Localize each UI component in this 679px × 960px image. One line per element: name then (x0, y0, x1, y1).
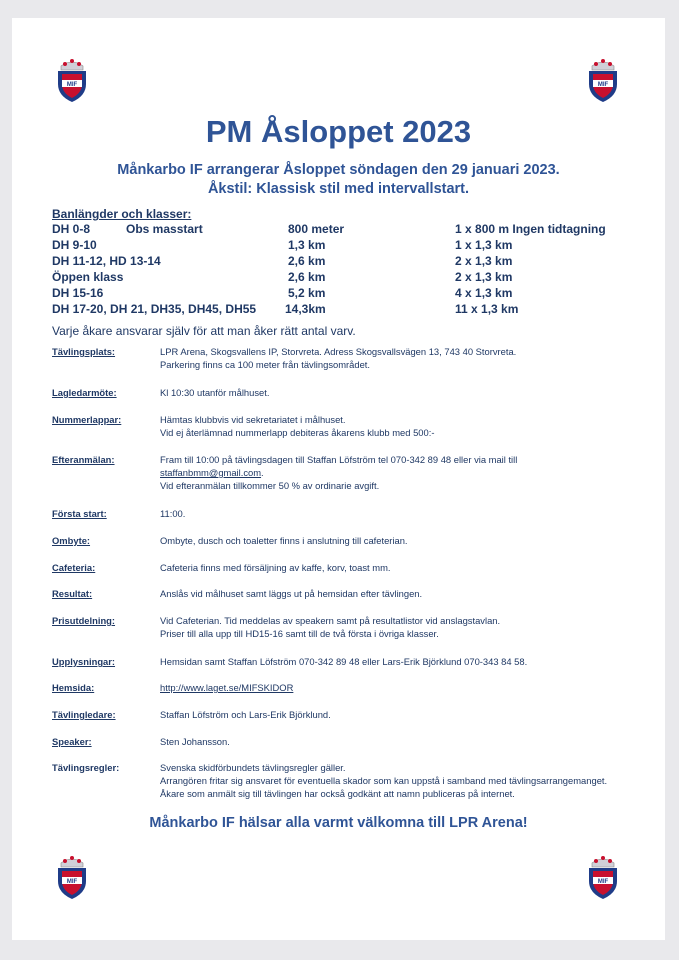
club-logo-top-right (584, 56, 622, 104)
class-row (52, 222, 652, 238)
website-label: Hemsida: (52, 682, 95, 693)
class-row (52, 254, 652, 270)
svg-text:MIF: MIF (66, 879, 78, 885)
svg-text:MIF: MIF (597, 879, 609, 885)
website-link[interactable]: http://www.laget.se/MIFSKIDOR (160, 682, 294, 693)
class-name: DH 11-12, HD 13-14 (52, 254, 161, 268)
class-row (52, 302, 652, 318)
welcome-footer: Månkarbo IF hälsar alla varmt välkomna till LPR Arena! (149, 815, 528, 831)
club-logo-bottom-right (584, 853, 622, 901)
class-distance: 2,6 km (288, 254, 326, 268)
laps-note: Varje åkare ansvarar själv för att man åker rätt antal varv. (52, 324, 356, 338)
meeting-text: Kl 10:30 utanför målhuset. (160, 387, 270, 398)
changing-text: Ombyte, dusch och toaletter finns i anslutning till cafeterian. (160, 535, 408, 546)
results-label: Resultat: (52, 588, 93, 599)
class-distance: 5,2 km (288, 286, 326, 300)
svg-text:MIF: MIF (597, 82, 609, 88)
prizes-text: Vid Cafeterian. Tid meddelas av speakern samt på resultatlistor vid anslagstavlan. Priser till alla upp till HD15-16 samt till de två första i övriga klasser. (160, 615, 501, 639)
late-registration-label: Efteranmälan: (52, 454, 115, 465)
class-name: DH 17-20, DH 21, DH35, DH45, DH55 (52, 302, 257, 316)
class-distance: 2,6 km (288, 270, 326, 284)
class-distance: 800 meter (288, 222, 345, 236)
svg-text:MIF: MIF (66, 82, 78, 88)
class-name: DH 9-10 (52, 238, 97, 252)
first-start-text: 11:00. (160, 508, 186, 519)
contact-text: Hemsidan samt Staffan Löfström 070-342 89 48 eller Lars-Erik Björklund 070-343 84 58. (160, 656, 528, 667)
class-laps: 4 x 1,3 km (455, 286, 513, 300)
class-row (52, 270, 652, 286)
club-logo-top-left (53, 56, 91, 104)
speaker-text: Sten Johansson. (160, 736, 230, 747)
venue-text: LPR Arena, Skogsvallens IP, Storvreta. Adress Skogsvallsvägen 13, 743 40 Storvreta. Parkering finns ca 100 meter från tävlingsområdet. (160, 346, 517, 370)
email-link[interactable]: staffanbmm@gmail.com (160, 467, 262, 478)
class-distance: 1,3 km (288, 238, 326, 252)
club-logo-bottom-left (53, 853, 91, 901)
prizes-label: Prisutdelning: (52, 615, 116, 626)
subtitle-arranger: Månkarbo IF arrangerar Åsloppet söndagen den 29 januari 2023. (117, 162, 560, 178)
class-distance: 14,3km (285, 302, 326, 316)
rules-text: Svenska skidförbundets tävlingsregler gäller. Arrangören fritar sig ansvaret för eventuella skador som kan uppstå i samband med tävlingsarrangemanget. Åkare som anmält sig till tävlingen har också godkänt att namn publiceras på internet. (160, 762, 608, 799)
class-name: Öppen klass (52, 270, 124, 284)
class-row (52, 286, 652, 302)
class-name: DH 15-16 (52, 286, 104, 300)
speaker-label: Speaker: (52, 736, 92, 747)
changing-label: Ombyte: (52, 535, 91, 546)
class-note: Obs masstart (126, 222, 203, 236)
first-start-label: Första start: (52, 508, 107, 519)
rules-label: Tävlingsregler: (52, 762, 120, 773)
page-title: PM Åsloppet 2023 (205, 114, 472, 149)
venue-label: Tävlingsplats: (52, 346, 116, 357)
subtitle-style: Åkstil: Klassisk stil med intervallstart. (207, 181, 470, 197)
meeting-label: Lagledarmöte: (52, 387, 117, 398)
class-laps: 11 x 1,3 km (455, 302, 519, 316)
results-text: Anslås vid målhuset samt läggs ut på hemsidan efter tävlingen. (160, 588, 423, 599)
class-laps: 2 x 1,3 km (455, 270, 513, 284)
cafe-text: Cafeteria finns med försäljning av kaffe, korv, toast mm. (160, 562, 391, 573)
leaders-label: Tävlingledare: (52, 709, 116, 720)
class-laps: 1 x 1,3 km (455, 238, 513, 252)
classes-heading: Banlängder och klasser: (52, 207, 192, 221)
class-laps: 2 x 1,3 km (455, 254, 513, 268)
class-row (52, 238, 652, 254)
bibs-text: Hämtas klubbvis vid sekretariatet i målhuset. Vid ej återlämnad nummerlapp debiteras åkarens klubb med 500:- (160, 414, 435, 438)
class-name: DH 0-8 (52, 222, 91, 236)
document-page (12, 18, 665, 940)
leaders-text: Staffan Löfström och Lars-Erik Björklund. (160, 709, 331, 720)
class-laps: 1 x 800 m Ingen tidtagning (455, 222, 606, 236)
late-registration-text: Fram till 10:00 på tävlingsdagen till Staffan Löfström tel 070-342 89 48 eller via mail till staffanbmm@gmail.com. Vid efteranmälan tillkommer 50 % av ordinarie avgift. (160, 454, 518, 491)
bibs-label: Nummerlappar: (52, 414, 122, 425)
cafe-label: Cafeteria: (52, 562, 96, 573)
contact-label: Upplysningar: (52, 656, 116, 667)
